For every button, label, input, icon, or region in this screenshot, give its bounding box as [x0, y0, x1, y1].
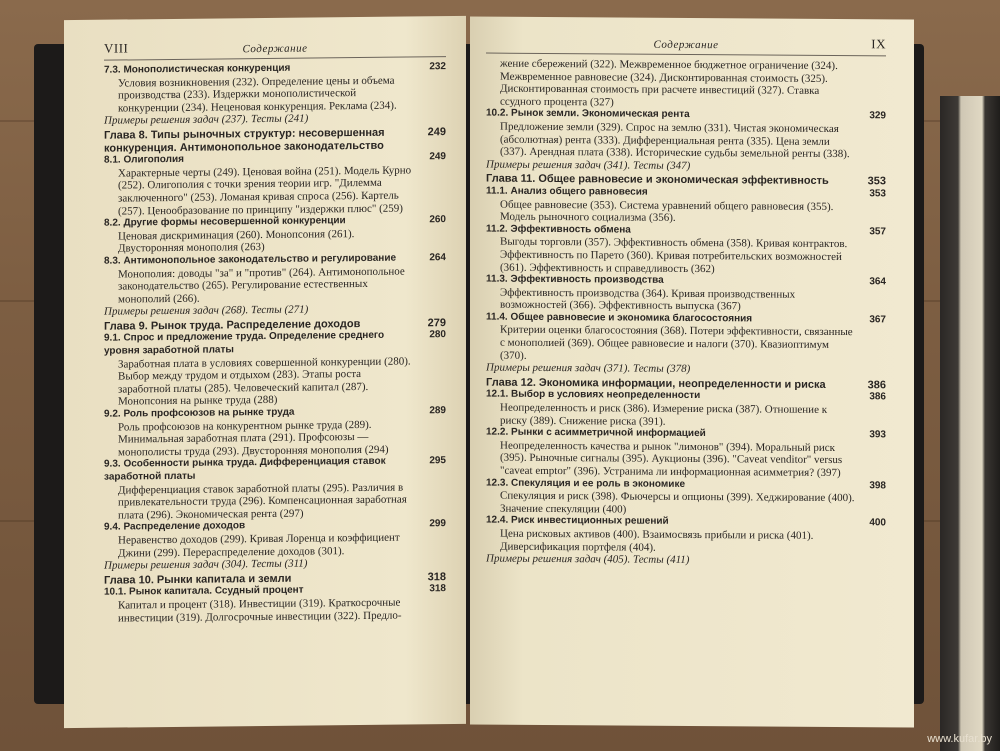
toc-page-number: 249 — [427, 126, 446, 139]
toc-page-number: 299 — [429, 518, 446, 530]
toc-page-number: 386 — [869, 391, 886, 403]
right-toc — [470, 57, 914, 568]
toc-subtopics: Заработная плата в условиях совершенной конкуренции (280). Выбор между трудом и отдыхом (283). Этапы роста заработной платы (285). Человеческий капитал (287). Монопсония на рынке труда (288) — [118, 355, 411, 408]
toc-entry-title: 10.2. Рынок земли. Экономическая рента — [486, 107, 690, 121]
toc-page-number: 367 — [869, 314, 886, 326]
toc-entry-title: 9.2. Роль профсоюзов на рынке труда — [104, 406, 295, 420]
toc-subtopics: Неопределенность и риск (386). Измерение риска (387). Отношение к риску (389). Снижение риска (391). — [500, 401, 828, 428]
toc-page-number: 260 — [429, 214, 446, 226]
toc-subtopics: Критерии оценки благосостояния (368). Потери эффективности, связанные с монополией (369). Общее равновесие и налоги (370). Квазиоптимум (370). — [500, 324, 853, 362]
toc-entry-title: 7.3. Монополистическая конкуренция — [104, 62, 291, 76]
toc-page-number: 289 — [429, 405, 446, 417]
right-page — [470, 16, 914, 727]
toc-page-number: 279 — [427, 316, 446, 330]
left-page — [64, 16, 466, 728]
toc-entry-title: Глава 12. Экономика информации, неопределенности и риска — [486, 376, 826, 391]
toc-subtopics: Предложение земли (329). Спрос на землю (331). Чистая экономическая (абсолютная) рента (333). Дифференциальная рента (335). Цена земли (337). Арендная плата (338). Исторические судьбы земельной ренты (338). — [500, 120, 850, 161]
left-toc — [64, 61, 466, 625]
toc-entry-title: Глава 11. Общее равновесие и экономическая эффективность — [486, 172, 829, 188]
toc-entry-title: Глава 8. Типы рыночных структур: несовершенная конкуренция. Антимонопольное законодательство — [104, 126, 385, 155]
toc-exercises-line: Примеры решения задач (341). Тесты (347) — [486, 158, 691, 172]
right-header-title: Содержание — [653, 38, 719, 52]
toc-entry-title: 8.1. Олигополия — [104, 154, 184, 166]
toc-subtopics: Спекуляция и риск (398). Фьючерсы и опционы (399). Хеджирование (400). Значение спекуляции (400) — [500, 489, 855, 516]
toc-page-number: 386 — [867, 379, 886, 392]
toc-entry-title: 9.4. Распределение доходов — [104, 520, 246, 534]
toc-page-number: 318 — [429, 583, 446, 595]
toc-subtopics: Характерные черты (249). Ценовая война (251). Модель Курно (252). Олигополия с точки зрения теории игр. "Дилемма заключенного" (253). Ломаная кривая спроса (256). Картель (257). Ценообразование по принципу "издержки плюс" (259) — [118, 164, 412, 218]
toc-chapter-entry — [104, 126, 446, 155]
toc-entry-title: 9.1. Спрос и предложение труда. Определение среднего уровня заработной платы — [104, 330, 385, 357]
toc-entry-title: 10.1. Рынок капитала. Ссудный процент — [104, 584, 304, 599]
toc-entry-title: 12.2. Рынки с асимметричной информацией — [486, 426, 706, 440]
toc-entry-title: Глава 9. Рынок труда. Распределение доходов — [104, 317, 361, 333]
toc-page-number: 353 — [867, 175, 886, 188]
right-page-number: IX — [871, 36, 886, 52]
toc-page-number: 393 — [869, 429, 886, 441]
toc-entry-title: 8.2. Другие формы несовершенной конкуренции — [104, 215, 346, 229]
toc-entry-title: 9.3. Особенности рынка труда. Дифференциация ставок заработной платы — [104, 456, 386, 483]
toc-entry-title: 11.1. Анализ общего равновесия — [486, 185, 648, 198]
toc-section-entry — [104, 330, 446, 359]
toc-page-number: 364 — [869, 276, 886, 288]
toc-entry-title: 11.4. Общее равновесие и экономика благосостояния — [486, 311, 753, 325]
toc-page-number: 400 — [869, 517, 886, 529]
toc-subtopics: Условия возникновения (232). Определение цены и объема производства (233). Издержки монополистической конкуренции (234). Неценовая конкуренция. Реклама (234). — [118, 74, 397, 115]
toc-exercises-line: Примеры решения задач (237). Тесты (241) — [104, 112, 309, 128]
toc-subtopics: Общее равновесие (353). Система уравнений общего равновесия (355). Модель рыночного социализма (356). — [500, 198, 834, 225]
toc-page-number: 280 — [429, 329, 446, 341]
toc-entry-title: 11.2. Эффективность обмена — [486, 223, 631, 236]
toc-entry-title: Глава 10. Рынки капитала и земли — [104, 572, 292, 587]
toc-entry-title: 12.3. Спекуляция и ее роль в экономике — [486, 477, 686, 490]
watermark: www.kufar.by — [927, 733, 992, 745]
right-page-header — [486, 27, 886, 57]
second-book-spine — [940, 96, 1000, 751]
toc-page-number: 357 — [869, 225, 886, 238]
toc-page-number: 295 — [429, 455, 446, 467]
toc-subtopics: Капитал и процент (318). Инвестиции (319). Краткосрочные инвестиции (319). Долгосрочные инвестиции (322). Предло- — [118, 596, 402, 625]
toc-exercises-line: Примеры решения задач (304). Тесты (311) — [104, 557, 308, 572]
toc-page-number: 264 — [429, 252, 446, 264]
toc-subtopics: жение сбережений (322). Межвременное бюджетное ограничение (324). Межвременное равновесие (324). Дисконтированная стоимость (325). Дисконтированная стоимость при расчете инвестиций (327). Ставка ссудного процента (327) — [500, 57, 838, 109]
toc-subtopics: Выгоды торговли (357). Эффективность обмена (358). Кривая контрактов. Эффективность по Парето (360). Кривая потребительских возможностей (361). Эффективность и справедливость (362) — [500, 235, 848, 275]
toc-subtopics: Монополия: доводы "за" и "против" (264). Антимонопольное законодательство (265). Регулирование естественных монополий (266). — [118, 265, 405, 306]
toc-entry-title: 8.3. Антимонопольное законодательство и регулирование — [104, 252, 397, 267]
toc-page-number: 318 — [427, 570, 446, 584]
left-header-title: Содержание — [242, 42, 308, 56]
toc-exercises-line: Примеры решения задач (268). Тесты (271) — [104, 303, 309, 318]
toc-subtopics: Цена рисковых активов (400). Взаимосвязь прибыли и риска (401). Диверсификация портфеля (404). — [500, 527, 814, 554]
toc-page-number: 329 — [869, 110, 886, 122]
toc-subtopics: Эффективность производства (364). Кривая производственных возможностей (366). Эффективность выпуска (367) — [500, 286, 796, 313]
toc-exercises-line: Примеры решения задач (371). Тесты (378) — [486, 361, 691, 376]
toc-page-number: 353 — [869, 188, 886, 200]
toc-entry-title: 12.4. Риск инвестиционных решений — [486, 514, 669, 528]
toc-subtopics: Ценовая дискриминация (260). Монопсония (261). Двусторонняя монополия (263) — [118, 227, 355, 255]
toc-subtopics: Дифференциация ставок заработной платы (295). Различия в привлекательности труда (296). Компенсационная заработная плата (296). Экономическая рента (297) — [118, 481, 407, 522]
toc-subtopics: Неопределенность качества и рынок "лимонов" (394). Моральный риск (395). Рыночные сигналы (395). Аукционы (396). "Caveat venditor" versus "caveat emptor" (396). Устранима ли информационная асимметрия? (397) — [500, 439, 843, 480]
toc-entry-title: 11.3. Эффективность производства — [486, 273, 664, 286]
left-page-number: VIII — [104, 40, 129, 56]
toc-subtopics: Роль профсоюзов на конкурентном рынке труда (289). Минимальная заработная плата (291). Профсоюзы — монополисты труда (293). Двусторонняя монополия (294) — [118, 418, 389, 459]
toc-exercises-line: Примеры решения задач (405). Тесты (411) — [486, 552, 690, 567]
toc-subtopics: Неравенство доходов (299). Кривая Лоренца и коэффициент Джини (299). Перераспределение доходов (301). — [118, 531, 400, 560]
toc-page-number: 398 — [869, 479, 886, 491]
toc-entry-title: 12.1. Выбор в условиях неопределенности — [486, 388, 701, 402]
left-page-header — [104, 30, 446, 61]
toc-section-entry — [104, 456, 446, 485]
toc-page-number: 232 — [429, 61, 446, 73]
toc-page-number: 249 — [429, 151, 446, 163]
